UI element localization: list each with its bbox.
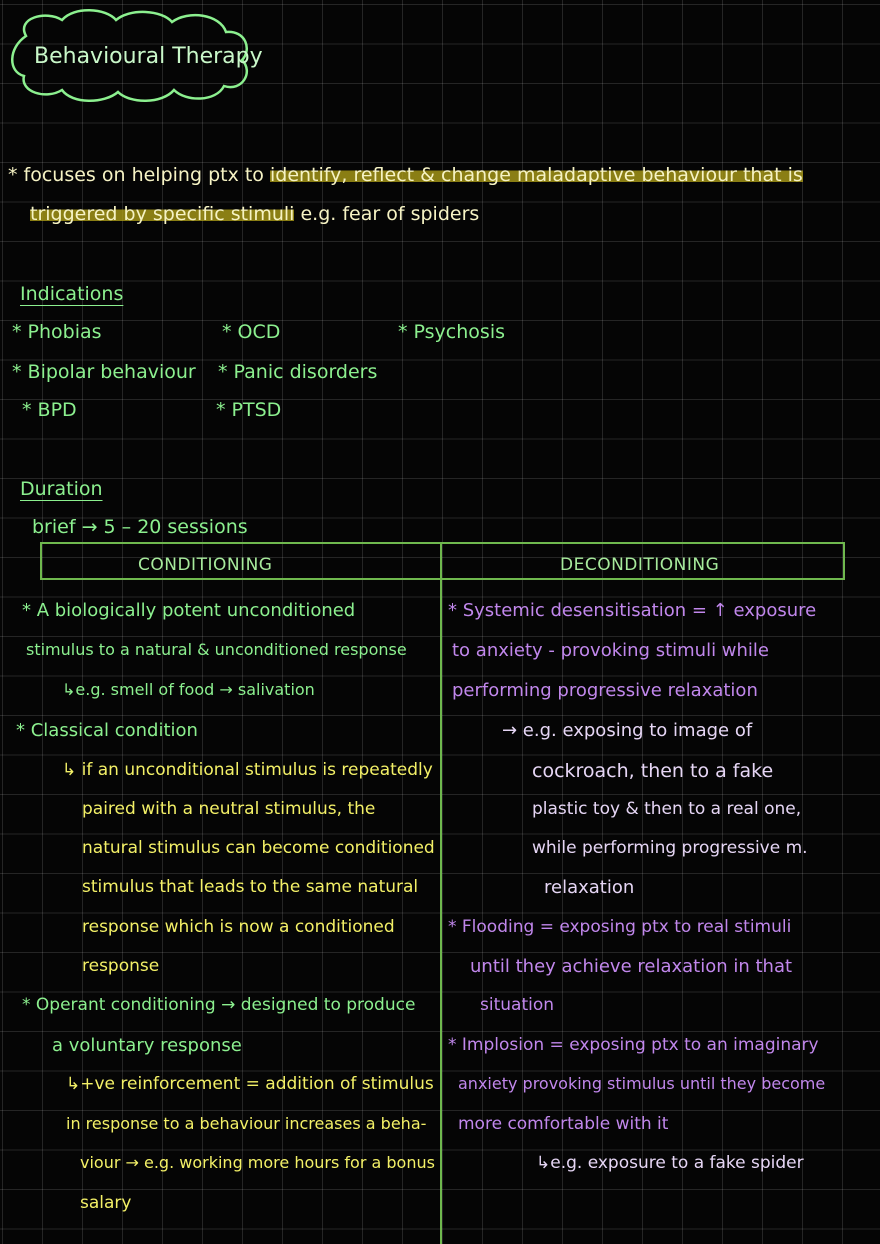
cond-line: response — [82, 956, 160, 976]
intro-line-2-end: e.g. fear of spiders — [294, 203, 480, 225]
cond-line: ↳e.g. smell of food → salivation — [62, 680, 315, 699]
cond-line: * A biologically potent unconditioned — [22, 600, 356, 621]
decond-line: more comfortable with it — [458, 1114, 669, 1134]
indication-item: * BPD — [22, 399, 77, 421]
cond-line: stimulus to a natural & unconditioned response — [26, 640, 407, 659]
decond-line: relaxation — [544, 877, 635, 898]
cond-line: natural stimulus can become conditioned — [82, 838, 435, 858]
cond-line: * Operant conditioning → designed to produce — [22, 995, 416, 1015]
cond-line: salary — [80, 1193, 132, 1213]
cond-line: paired with a neutral stimulus, the — [82, 799, 376, 819]
decond-line: plastic toy & then to a real one, — [532, 799, 802, 819]
cond-line: in response to a behaviour increases a beha- — [66, 1114, 427, 1133]
column-divider — [440, 542, 442, 1244]
col-deconditioning-header: DECONDITIONING — [560, 555, 720, 575]
cond-line: ↳+ve reinforcement = addition of stimulus — [66, 1074, 434, 1094]
cond-line: viour → e.g. working more hours for a bonus — [80, 1153, 435, 1172]
cond-line: ↳ if an unconditional stimulus is repeatedly — [62, 760, 433, 780]
decond-line: anxiety provoking stimulus until they become — [458, 1074, 826, 1093]
decond-line: to anxiety - provoking stimuli while — [452, 640, 770, 661]
decond-line: * Flooding = exposing ptx to real stimuli — [448, 917, 792, 937]
indications-heading: Indications — [20, 283, 124, 305]
cond-line: response which is now a conditioned — [82, 917, 395, 937]
decond-line: * Systemic desensitisation = ↑ exposure — [448, 600, 817, 621]
intro-highlight-2: triggered by specific stimuli — [30, 203, 295, 225]
cond-line: * Classical condition — [16, 720, 198, 741]
indication-item: * Bipolar behaviour — [12, 361, 196, 383]
decond-line: performing progressive relaxation — [452, 680, 758, 701]
intro-line-1-start: * focuses on helping ptx to — [8, 164, 270, 186]
indication-item: * Panic disorders — [218, 361, 378, 383]
decond-line: until they achieve relaxation in that — [470, 956, 793, 977]
duration-text: brief → 5 – 20 sessions — [32, 516, 248, 538]
col-conditioning-header: CONDITIONING — [138, 555, 273, 575]
decond-line: cockroach, then to a fake — [532, 760, 774, 782]
indication-item: * Phobias — [12, 321, 102, 343]
intro-line-1 — [8, 166, 803, 185]
decond-line: → e.g. exposing to image of — [502, 720, 753, 741]
decond-line: * Implosion = exposing ptx to an imaginary — [448, 1035, 819, 1055]
intro-highlight-1: identify, reflect & change maladaptive behaviour that is — [269, 164, 803, 186]
page-title: Behavioural Therapy — [34, 44, 263, 69]
intro-line-2 — [30, 205, 479, 224]
cond-line: a voluntary response — [52, 1035, 242, 1056]
decond-line: situation — [480, 995, 555, 1015]
duration-heading: Duration — [20, 478, 103, 500]
decond-line: ↳e.g. exposure to a fake spider — [536, 1153, 804, 1173]
indication-item: * OCD — [222, 321, 281, 343]
indication-item: * PTSD — [216, 399, 282, 421]
cond-line: stimulus that leads to the same natural — [82, 877, 419, 897]
indication-item: * Psychosis — [398, 321, 505, 343]
decond-line: while performing progressive m. — [532, 838, 808, 858]
